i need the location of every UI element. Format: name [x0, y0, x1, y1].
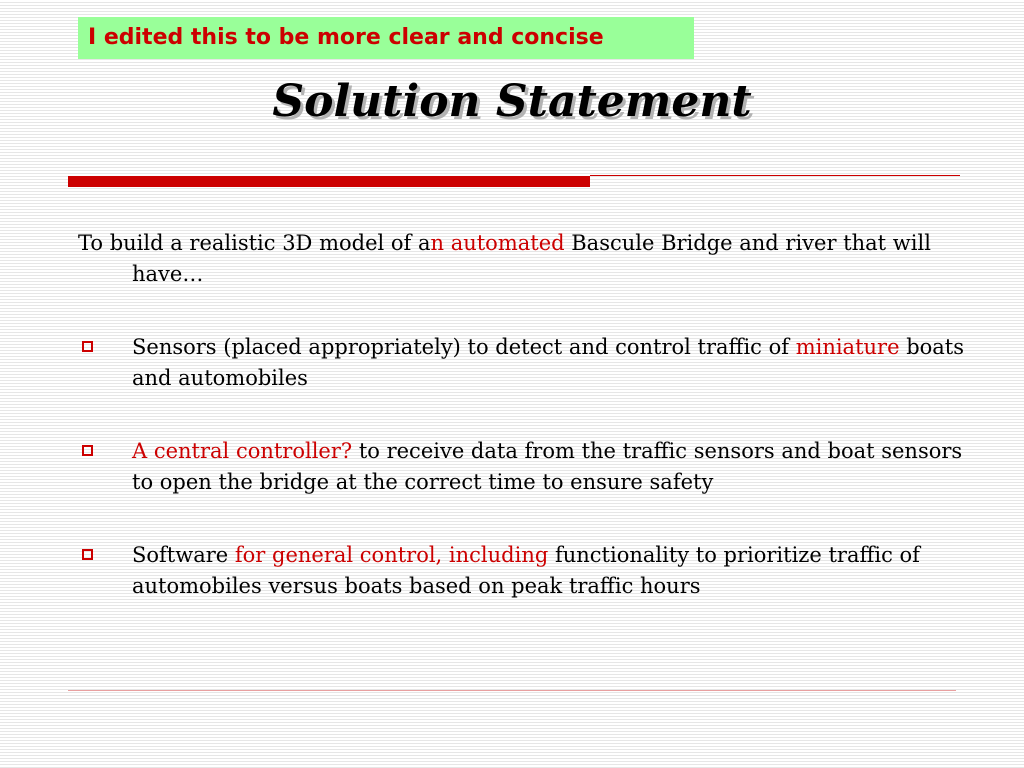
intro-paragraph: [78, 228, 988, 290]
hollow-square-bullet-icon: [82, 549, 93, 560]
intro-highlight: n automated: [430, 231, 565, 255]
slide-title: Solution Statement: [272, 76, 752, 127]
bullet-controller: [78, 436, 988, 498]
title-underline-thin: [590, 175, 960, 176]
bullet-controller-rest: to receive data from the traffic sensors and boat sensors to open the bridge at the correct time to ensure safety: [132, 439, 963, 494]
bullet-sensors: [78, 332, 988, 394]
bullet-sensors-highlight: miniature: [795, 335, 900, 359]
bullet-software-rest: functionality to prioritize traffic of automobiles versus boats based on peak traffic hours: [132, 543, 920, 598]
footer-divider: [68, 690, 956, 691]
hollow-square-bullet-icon: [82, 341, 93, 352]
bullet-sensors-lead: Sensors (placed appropriately) to detect and control traffic of: [132, 335, 796, 359]
bullet-software: [78, 540, 988, 602]
bullet-sensors-rest: boats and automobiles: [132, 335, 965, 390]
bullet-software-highlight: for general control, including: [234, 543, 549, 567]
intro-text-start: To build a realistic 3D model of a: [78, 231, 431, 255]
bullet-software-lead: Software: [132, 543, 235, 567]
slide-body: [78, 228, 988, 602]
hollow-square-bullet-icon: [82, 445, 93, 456]
bullet-controller-highlight: A central controller?: [132, 439, 353, 463]
title-underline-thick: [68, 176, 590, 187]
edit-note-banner: I edited this to be more clear and concise: [78, 17, 694, 59]
intro-text-end: Bascule Bridge and river that will have…: [132, 231, 931, 286]
